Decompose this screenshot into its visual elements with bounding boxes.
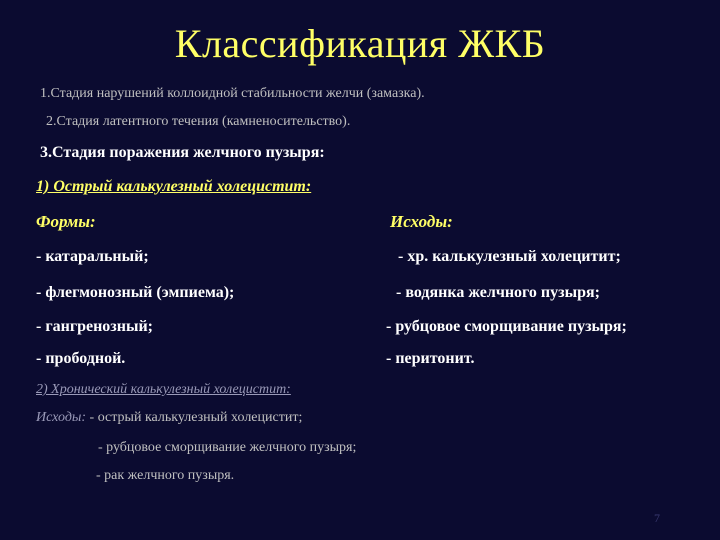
form-3: - гангренозный; (36, 318, 153, 335)
chronic-outcome-2: - рубцовое сморщивание желчного пузыря; (98, 440, 357, 455)
chronic-outcome-3: - рак желчного пузыря. (96, 468, 235, 483)
stage-2: 2.Стадия латентного течения (камненосительство). (46, 114, 351, 129)
chronic-outcomes-label: Исходы: (36, 410, 87, 425)
stage-1: 1.Стадия нарушений коллоидной стабильности желчи (замазка). (40, 86, 425, 101)
form-4: - прободной. (36, 350, 126, 367)
form-1: - катаральный; (36, 248, 149, 265)
forms-label: Формы: (36, 212, 96, 231)
outcome-3: - рубцовое сморщивание пузыря; (386, 318, 627, 335)
outcomes-label: Исходы: (390, 212, 453, 231)
slide-title: Классификация ЖКБ (174, 21, 546, 66)
form-2: - флегмонозный (эмпиема); (36, 284, 235, 301)
acute-heading: 1) Острый калькулезный холецистит: (36, 178, 312, 195)
chronic-heading: 2) Хронический калькулезный холецистит: (36, 382, 291, 397)
stage-3: 3.Стадия поражения желчного пузыря: (40, 144, 325, 161)
chronic-outcomes-line (36, 410, 302, 426)
outcome-4: - перитонит. (386, 350, 475, 367)
outcome-1: - хр. калькулезный холецитит; (398, 248, 621, 265)
outcome-2: - водянка желчного пузыря; (396, 284, 600, 301)
chronic-outcome-1: - острый калькулезный холецистит; (89, 410, 303, 425)
page-number: 7 (654, 511, 660, 525)
